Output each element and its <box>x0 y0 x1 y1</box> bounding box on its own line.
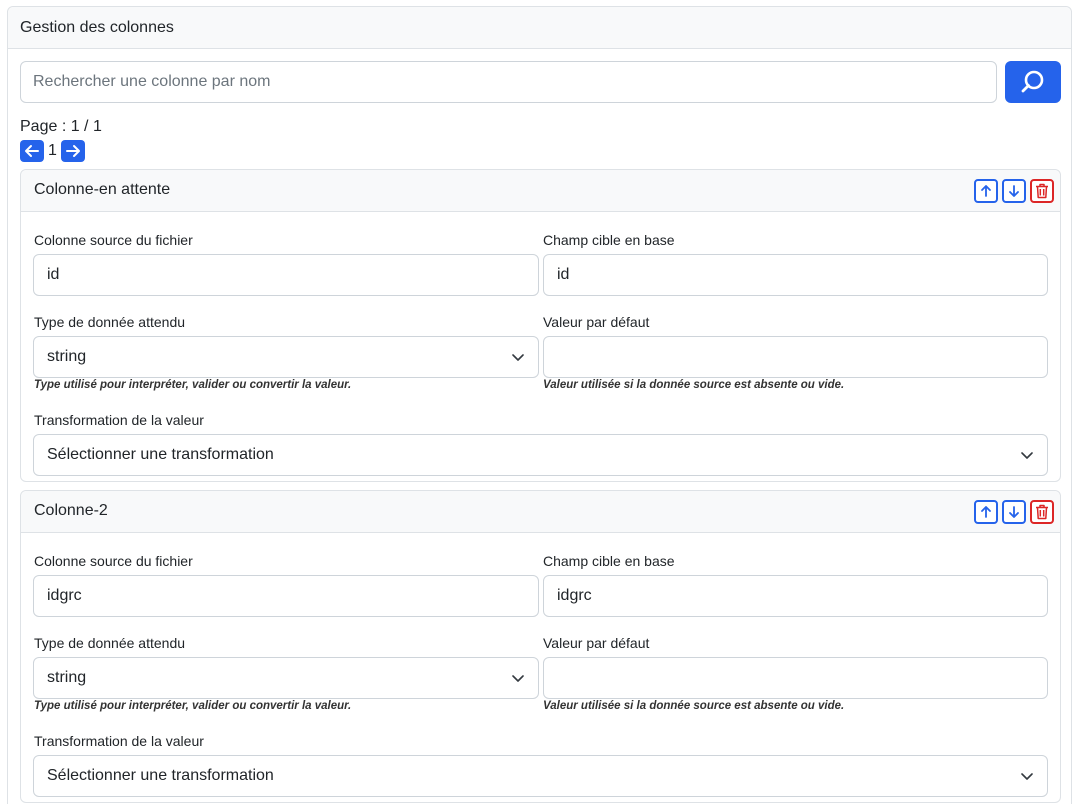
default-value-hint: Valeur utilisée si la donnée source est absente ou vide. <box>543 700 845 712</box>
column-title: Colonne-2 <box>34 502 108 519</box>
columns-panel <box>7 6 1072 804</box>
move-down-icon <box>1008 505 1020 519</box>
transform-select[interactable] <box>33 755 1048 797</box>
data-type-hint: Type utilisé pour interpréter, valider ou convertir la valeur. <box>34 700 352 712</box>
move-up-icon <box>980 184 992 198</box>
panel-title: Gestion des colonnes <box>8 7 1071 49</box>
default-value-hint: Valeur utilisée si la donnée source est absente ou vide. <box>543 379 845 391</box>
column-actions <box>974 179 1054 203</box>
move-down-button[interactable] <box>1002 179 1026 203</box>
source-column-label: Colonne source du fichier <box>34 232 193 248</box>
move-down-button[interactable] <box>1002 500 1026 524</box>
data-type-select[interactable] <box>33 336 539 378</box>
next-page-button[interactable] <box>61 140 85 162</box>
column-actions <box>974 500 1054 524</box>
column-card-header <box>21 170 1060 212</box>
default-value-input[interactable] <box>543 336 1048 378</box>
trash-icon <box>1035 504 1049 520</box>
transform-label: Transformation de la valeur <box>34 412 204 428</box>
move-up-icon <box>980 505 992 519</box>
default-value-label: Valeur par défaut <box>543 314 650 330</box>
data-type-value: string <box>47 348 87 365</box>
search-row <box>20 61 1061 103</box>
source-column-input[interactable]: idgrc <box>33 575 539 617</box>
data-type-label: Type de donnée attendu <box>34 635 186 651</box>
trash-icon <box>1035 183 1049 199</box>
transform-value: Sélectionner une transformation <box>47 767 274 784</box>
current-page-number[interactable]: 1 <box>48 142 57 159</box>
default-value-label: Valeur par défaut <box>543 635 650 651</box>
previous-page-button[interactable] <box>20 140 44 162</box>
data-type-hint: Type utilisé pour interpréter, valider ou convertir la valeur. <box>34 379 352 391</box>
transform-label: Transformation de la valeur <box>34 733 204 749</box>
column-card <box>20 490 1061 803</box>
search-input[interactable] <box>20 61 997 103</box>
default-value-input[interactable] <box>543 657 1048 699</box>
delete-column-button[interactable] <box>1030 500 1054 524</box>
column-card <box>20 169 1061 482</box>
target-field-label: Champ cible en base <box>543 232 675 248</box>
target-field-label: Champ cible en base <box>543 553 675 569</box>
target-field-input[interactable]: id <box>543 254 1048 296</box>
data-type-value: string <box>47 669 87 686</box>
search-icon <box>1020 69 1046 95</box>
arrow-left-icon <box>24 144 40 158</box>
data-type-label: Type de donnée attendu <box>34 314 186 330</box>
page-indicator: Page : 1 / 1 <box>20 118 102 135</box>
search-button[interactable] <box>1005 61 1061 103</box>
move-up-button[interactable] <box>974 179 998 203</box>
arrow-right-icon <box>65 144 81 158</box>
chevron-down-icon <box>512 673 524 683</box>
column-title: Colonne-en attente <box>34 181 171 198</box>
data-type-select[interactable] <box>33 657 539 699</box>
pagination <box>20 140 85 162</box>
move-down-icon <box>1008 184 1020 198</box>
move-up-button[interactable] <box>974 500 998 524</box>
chevron-down-icon <box>512 352 524 362</box>
column-card-header <box>21 491 1060 533</box>
transform-value: Sélectionner une transformation <box>47 446 274 463</box>
chevron-down-icon <box>1021 771 1033 781</box>
chevron-down-icon <box>1021 450 1033 460</box>
source-column-input[interactable]: id <box>33 254 539 296</box>
target-field-input[interactable]: idgrc <box>543 575 1048 617</box>
delete-column-button[interactable] <box>1030 179 1054 203</box>
transform-select[interactable] <box>33 434 1048 476</box>
source-column-label: Colonne source du fichier <box>34 553 193 569</box>
